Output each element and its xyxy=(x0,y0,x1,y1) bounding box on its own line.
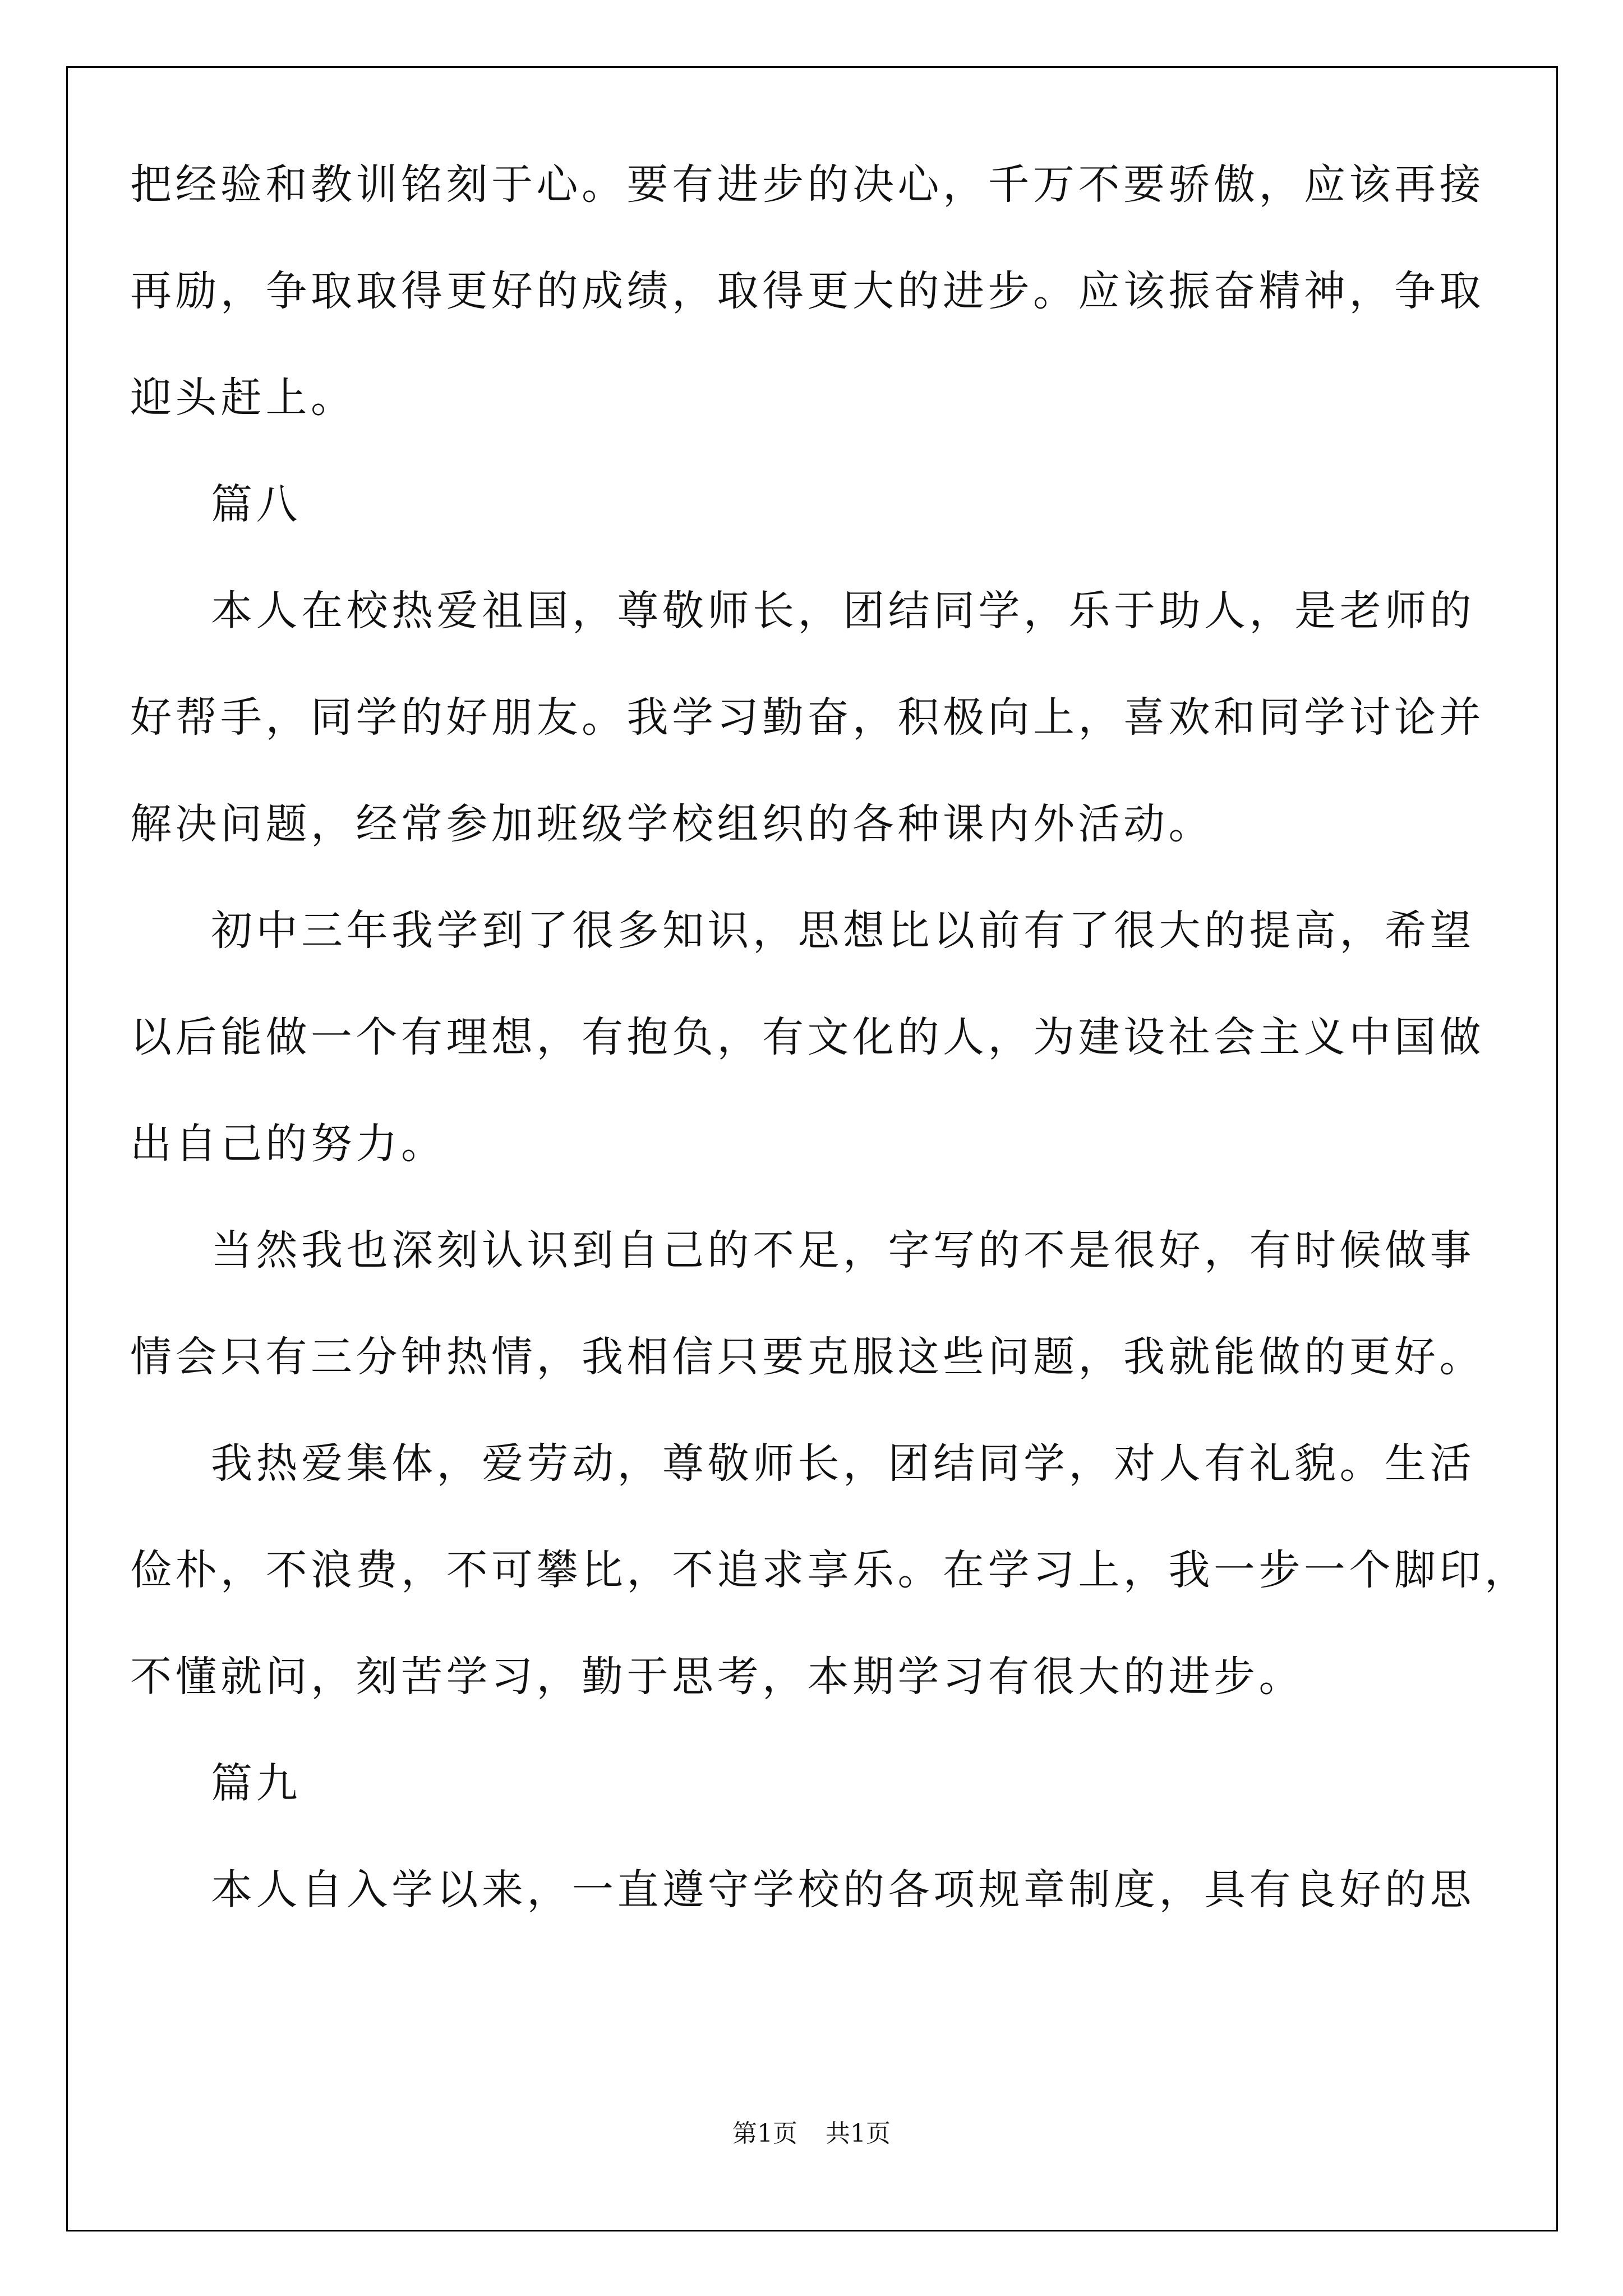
text-line: 解决问题，经常参加班级学校组织的各种课内外活动。 xyxy=(130,800,1214,848)
section-heading: 篇九 xyxy=(211,1759,301,1807)
text-line: 俭朴，不浪费，不可攀比，不追求享乐。在学习上，我一步一个脚印， xyxy=(130,1546,1530,1594)
text-line: 我热爱集体，爱劳动，尊敬师长，团结同学，对人有礼貌。生活 xyxy=(211,1439,1475,1488)
section-heading: 篇八 xyxy=(211,480,301,528)
text-line: 当然我也深刻认识到自己的不足，字写的不是很好，有时候做事 xyxy=(211,1226,1475,1274)
page-number: 第1页 xyxy=(732,2119,797,2148)
text-line: 情会只有三分钟热情，我相信只要克服这些问题，我就能做的更好。 xyxy=(130,1333,1484,1381)
page-total: 共1页 xyxy=(826,2119,891,2148)
text-line: 不懂就问，刻苦学习，勤于思考，本期学习有很大的进步。 xyxy=(130,1653,1304,1701)
text-line: 迎头赶上。 xyxy=(130,374,356,422)
text-line: 以后能做一个有理想，有抱负，有文化的人，为建设社会主义中国做 xyxy=(130,1013,1484,1061)
page-footer xyxy=(0,2117,1623,2151)
text-line: 初中三年我学到了很多知识，思想比以前有了很大的提高，希望 xyxy=(211,907,1475,955)
text-line: 本人自入学以来，一直遵守学校的各项规章制度，具有良好的思 xyxy=(211,1866,1475,1914)
text-line: 把经验和教训铭刻于心。要有进步的决心，千万不要骄傲，应该再接 xyxy=(130,160,1484,209)
text-line: 再励，争取取得更好的成绩，取得更大的进步。应该振奋精神，争取 xyxy=(130,267,1484,315)
text-line: 好帮手，同学的好朋友。我学习勤奋，积极向上，喜欢和同学讨论并 xyxy=(130,693,1484,742)
text-line: 出自己的努力。 xyxy=(130,1120,446,1168)
text-line: 本人在校热爱祖国，尊敬师长，团结同学，乐于助人，是老师的 xyxy=(211,587,1475,635)
